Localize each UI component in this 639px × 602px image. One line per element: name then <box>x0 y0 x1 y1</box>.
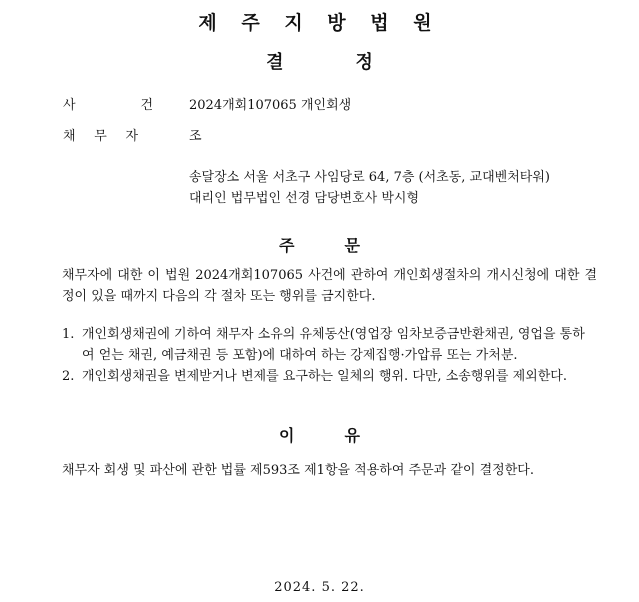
legal-agent: 대리인 법무법인 선경 담당변호사 박시형 <box>189 191 420 206</box>
order-list <box>62 324 597 387</box>
case-label: 사 건 <box>63 98 153 113</box>
reason-paragraph: 채무자 회생 및 파산에 관한 법률 제593조 제1항을 적용하여 주문과 같이 결정한다. <box>62 463 534 478</box>
document-title <box>0 48 639 74</box>
order-heading: 주 문 <box>279 236 360 255</box>
order-paragraph: 채무자에 대한 이 법원 2024개회107065 사건에 관하여 개인회생절차의 개시신청에 대한 결정이 있을 때까지 다음의 각 절차 또는 행위를 금지한다. <box>62 268 597 304</box>
case-number: 2024개회107065 개인회생 <box>189 98 352 113</box>
list-item: 2. 개인회생채권을 변제받거나 변제를 요구하는 일체의 행위. 다만, 소송행위를 제외한다. <box>62 369 567 384</box>
debtor-name: 조 <box>189 129 202 144</box>
reason-heading: 이 유 <box>279 426 360 445</box>
debtor-label: 채 무 자 <box>63 129 138 144</box>
decision-date: 2024. 5. 22. <box>274 580 365 595</box>
title-char-1: 결 <box>266 52 284 73</box>
title-char-2: 정 <box>355 52 373 73</box>
list-item: 1. 개인회생채권에 기하여 채무자 소유의 유체동산(영업장 임차보증금반환채권, 영업을 통하여 얻는 채권, 예금채권 등 포함)에 대하여 하는 강제집행·가압류 또는 가처분. <box>62 327 585 363</box>
court-name: 제 주 지 방 법 원 <box>198 12 441 34</box>
service-address: 송달장소 서울 서초구 사임당로 64, 7층 (서초동, 교대벤처타워) <box>189 170 550 185</box>
